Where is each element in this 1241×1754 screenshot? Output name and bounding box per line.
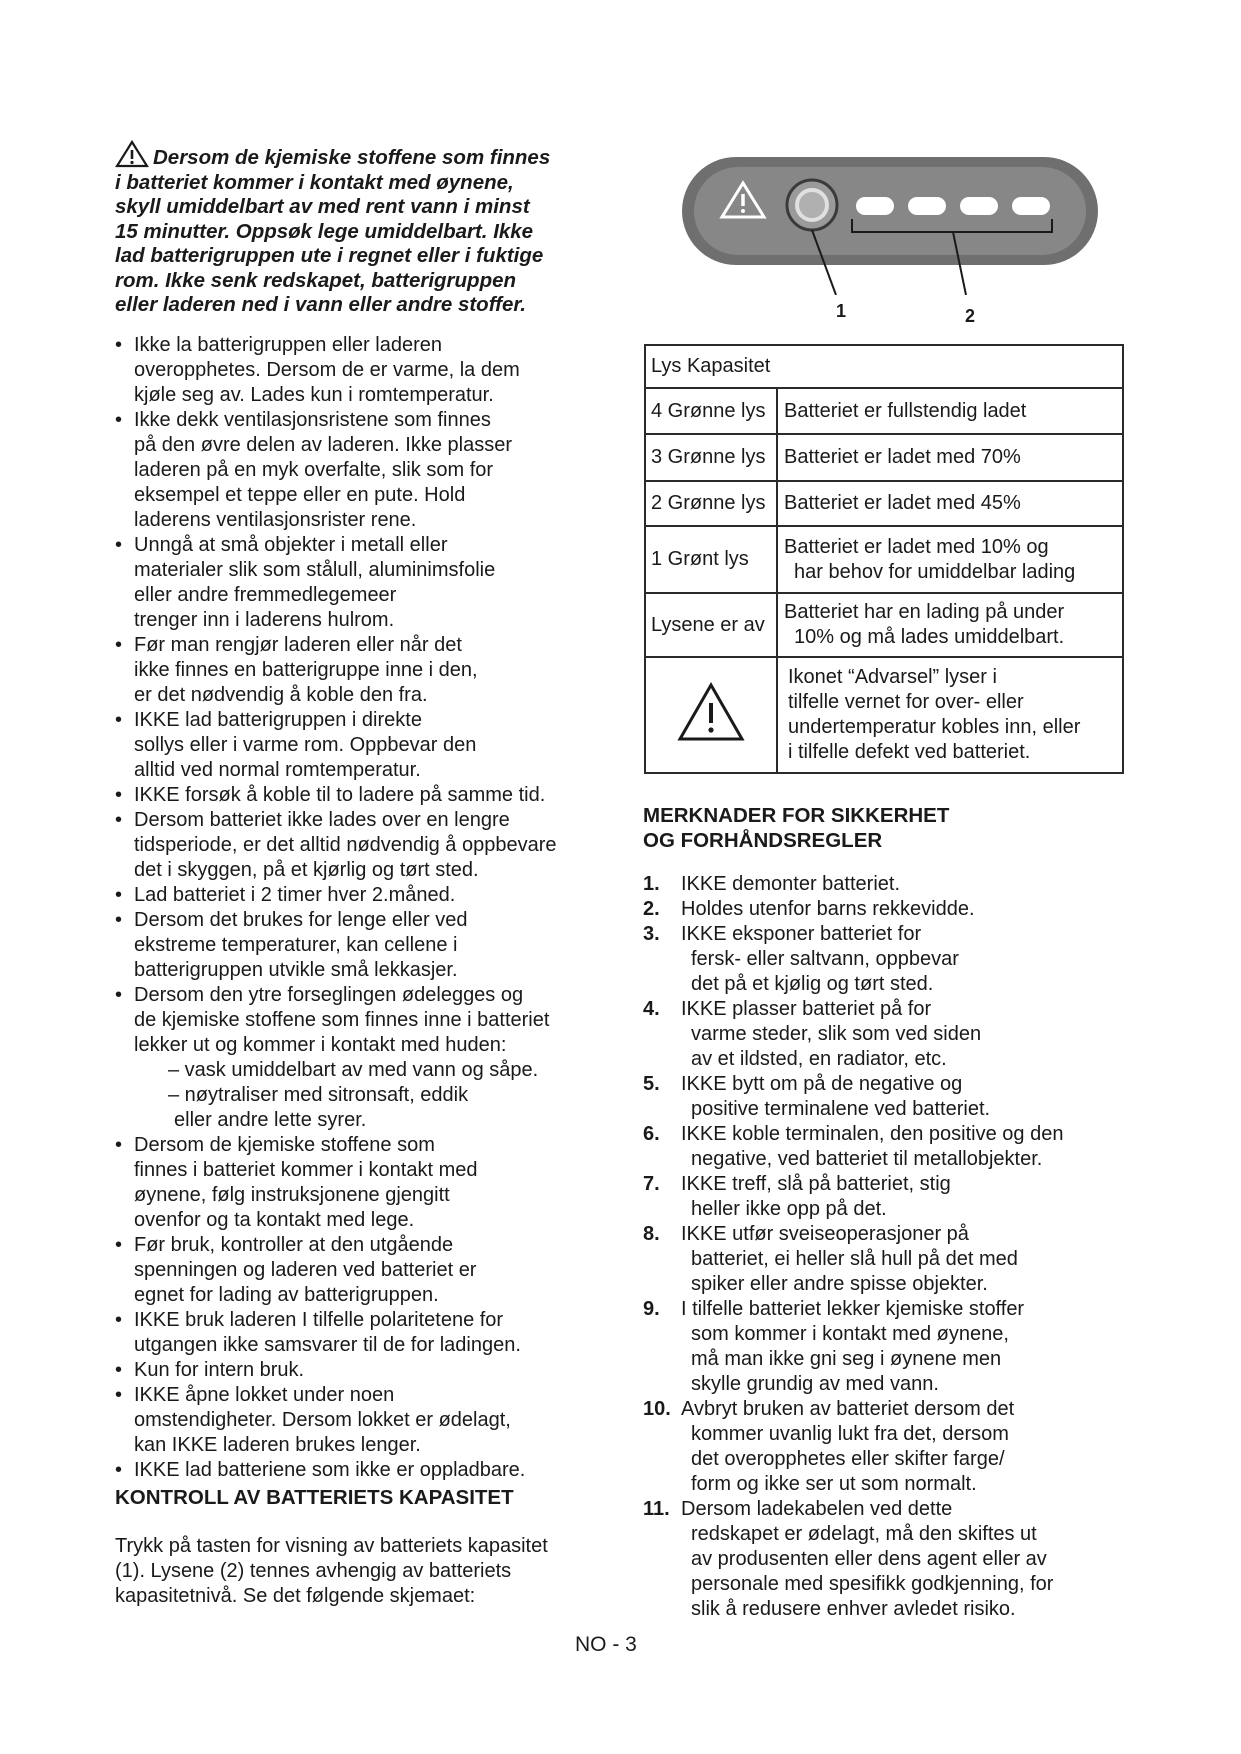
table-row (645, 526, 1123, 593)
list-item: 9. I tilfelle batteriet lekker kjemiske stoffer som kommer i kontakt med øynene, må man ikke gni seg i øynene men skylle grundig av med vann. (643, 1298, 1025, 1395)
table-row (645, 481, 1123, 526)
page-number: NO - 3 (575, 1633, 637, 1656)
eye-contact-warning (115, 140, 605, 318)
battery-indicator-panel (680, 155, 1100, 295)
list-item: 7. IKKE treff, slå på batteriet, stig heller ikke opp på det. (643, 1173, 951, 1220)
list-item: • Før bruk, kontroller at den utgående spenningen og laderen ved batteriet er egnet for lading av batterigruppen. (115, 1233, 615, 1308)
desc-cell: Batteriet er fullstendig ladet (777, 388, 1123, 434)
capacity-paragraph: Trykk på tasten for visning av batteriets kapasitet (1). Lysene (2) tennes avhengig av batteriets kapasitetnivå. Se det følgende skjemaet: (115, 1535, 548, 1607)
list-item: • Dersom de kjemiske stoffene som finnes i batteriet kommer i kontakt med øynene, følg instruksjonene gjengitt ovenfor og ta kontakt med lege. (115, 1133, 615, 1233)
list-item: 3. IKKE eksponer batteriet for fersk- eller saltvann, oppbevar det på et kjølig og tørt sted. (643, 923, 959, 995)
list-item: 10. Avbryt bruken av batteriet dersom det kommer uvanlig lukt fra det, dersom det overopphetes eller skifter farge/ form og ikke ser ut som normalt. (643, 1398, 1015, 1495)
warning-line: eller laderen ned i vann eller andre stoffer. (115, 293, 526, 316)
desc-cell: Batteriet er ladet med 45% (777, 481, 1123, 526)
list-item: 11. Dersom ladekabelen ved dette redskapet er ødelagt, må den skiftes ut av produsenten eller dens agent eller av personale med spesifikk godkjenning, for slik å redusere enhver avledet risiko. (643, 1498, 1054, 1620)
list-item: • Dersom batteriet ikke lades over en lengre tidsperiode, er det alltid nødvendig å oppbevare det i skyggen, på et kjørlig og tørt sted. (115, 808, 615, 883)
table-row (645, 388, 1123, 434)
list-item: 4. IKKE plasser batteriet på for varme steder, slik som ved siden av et ildsted, en radiator, etc. (643, 998, 982, 1070)
list-item: • Lad batteriet i 2 timer hver 2.måned. (115, 883, 615, 908)
list-item: • Unngå at små objekter i metall eller materialer slik som stålull, aluminimsfolie eller andre fremmedlegemeer trenger inn i laderens hulrom. (115, 533, 615, 633)
list-item: • Ikke la batterigruppen eller laderen overopphetes. Dersom de er varme, la dem kjøle seg av. Lades kun i romtemperatur. (115, 333, 615, 408)
warning-line: rom. Ikke senk redskapet, batterigruppen (115, 268, 517, 292)
lights-cell: 4 Grønne lys (645, 388, 777, 434)
capacity-button-icon (787, 180, 837, 230)
lights-cell: Lysene er av (645, 593, 777, 657)
safety-title: MERKNADER FOR SIKKERHET OG FORHÅNDSREGLER (643, 804, 950, 852)
callout-2: 2 (965, 306, 976, 326)
warning-line: lad batterigruppen ute i regnet eller i fuktige (115, 244, 544, 267)
capacity-section-title: KONTROLL AV BATTERIETS KAPASITET (115, 1486, 514, 1509)
list-item: • IKKE lad batteriene som ikke er oppladbare. (115, 1458, 615, 1483)
warning-line: Dersom de kjemiske stoffene som finnes (115, 140, 605, 171)
table-row (645, 434, 1123, 481)
desc-cell: Batteriet er ladet med 10% og har behov for umiddelbar lading (777, 526, 1123, 593)
warning-icon-cell (645, 657, 777, 773)
led-light-icon (908, 197, 946, 215)
table-header: Lys Kapasitet (645, 345, 1123, 388)
list-item: • Kun for intern bruk. (115, 1358, 615, 1383)
led-light-icon (960, 197, 998, 215)
safety-bullet-list (115, 333, 615, 1483)
table-row (645, 345, 1123, 388)
sub-instruction: – nøytraliser med sitronsaft, eddik (168, 1084, 469, 1106)
lights-cell: 2 Grønne lys (645, 481, 777, 526)
desc-cell: Batteriet er ladet med 70% (777, 434, 1123, 481)
list-item: • Før man rengjør laderen eller når det ikke finnes en batterigruppe inne i den, er det nødvendig å koble den fra. (115, 633, 615, 708)
warning-triangle-icon (115, 140, 149, 168)
list-item: • IKKE åpne lokket under noen omstendigheter. Dersom lokket er ødelagt, kan IKKE laderen brukes lenger. (115, 1383, 615, 1458)
warning-triangle-icon (676, 681, 746, 743)
list-item: 2. Holdes utenfor barns rekkevidde. (643, 898, 975, 920)
callout-1: 1 (836, 301, 847, 321)
lights-cell: 3 Grønne lys (645, 434, 777, 481)
list-item: • IKKE bruk laderen I tilfelle polaritetene for utgangen ikke samsvarer til de for ladingen. (115, 1308, 615, 1358)
desc-cell: Batteriet har en lading på under 10% og må lades umiddelbart. (777, 593, 1123, 657)
list-item: 6. IKKE koble terminalen, den positive og den negative, ved batteriet til metallobjekter. (643, 1123, 1064, 1170)
led-light-icon (1012, 197, 1050, 215)
list-item: 5. IKKE bytt om på de negative og positive terminalene ved batteriet. (643, 1073, 991, 1120)
safety-numbered-list (643, 872, 1123, 1622)
sub-instruction: – vask umiddelbart av med vann og såpe. (168, 1059, 539, 1081)
list-item: • Ikke dekk ventilasjonsristene som finnes på den øvre delen av laderen. Ikke plasser laderen på en myk overfalte, slik som for eksempel et teppe eller en pute. Hold laderens ventilasjonsrister rene. (115, 408, 615, 533)
capacity-table (644, 344, 1124, 774)
lights-cell: 1 Grønt lys (645, 526, 777, 593)
list-item: 8. IKKE utfør sveiseoperasjoner på batteriet, ei heller slå hull på det med spiker eller andre spisse objekter. (643, 1223, 1018, 1295)
desc-cell: Ikonet “Advarsel” lyser i tilfelle vernet for over- eller undertemperatur kobles inn, eller i tilfelle defekt ved batteriet. (777, 657, 1123, 773)
warning-line: i batteriet kommer i kontakt med øynene, (115, 170, 514, 194)
list-item: • Dersom det brukes for lenge eller ved ekstreme temperaturer, kan cellene i batterigruppen utvikle små lekkasjer. (115, 908, 615, 983)
led-light-icon (856, 197, 894, 215)
list-item: • Dersom den ytre forseglingen ødelegges og de kjemiske stoffene som finnes inne i batteriet lekker ut og kommer i kontakt med huden: – vask umiddelbart av med vann og såpe. – nøytraliser med sitronsaft, eddik eller andre lette syrer. (115, 983, 615, 1133)
list-item: 1. IKKE demonter batteriet. (643, 873, 901, 895)
warning-line: 15 minutter. Oppsøk lege umiddelbart. Ikke (115, 219, 534, 243)
table-row (645, 593, 1123, 657)
list-item: • IKKE lad batterigruppen i direkte sollys eller i varme rom. Oppbevar den alltid ved normal romtemperatur. (115, 708, 615, 783)
warning-line: skyll umiddelbart av med rent vann i minst (115, 195, 530, 218)
list-item: • IKKE forsøk å koble til to ladere på samme tid. (115, 783, 615, 808)
sub-instruction: eller andre lette syrer. (174, 1109, 367, 1131)
table-row (645, 657, 1123, 773)
